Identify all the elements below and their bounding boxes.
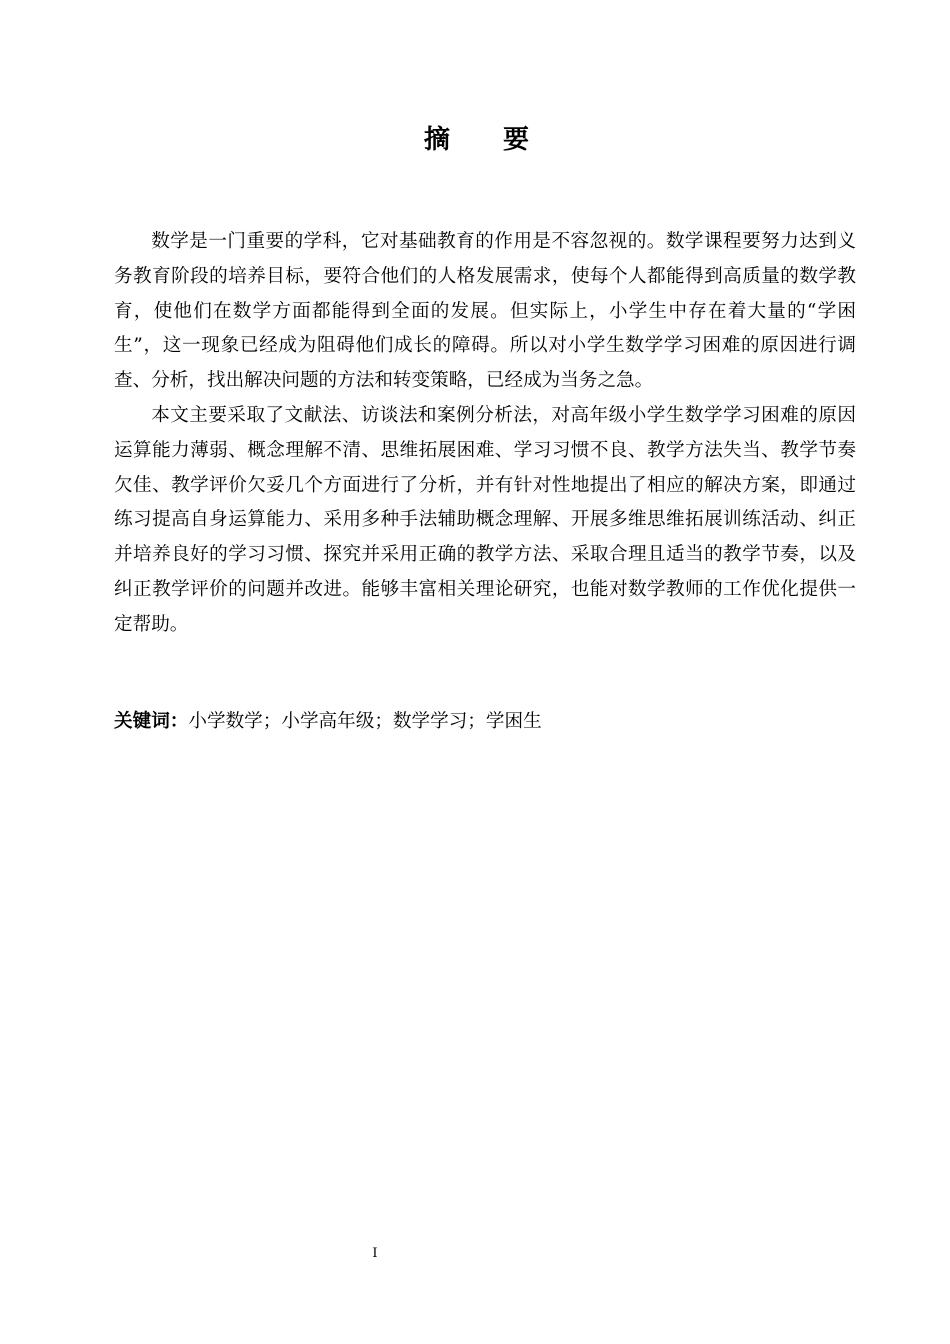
abstract-body <box>114 225 856 643</box>
abstract-paragraph-1: 数学是一门重要的学科，它对基础教育的作用是不容忽视的。数学课程要努力达到义务教育阶段的培养目标，要符合他们的人格发展需求，使每个人都能得到高质量的数学教育，使他们在数学方面都能得到全面的发展。但实际上，小学生中存在着大量的“学困生”，这一现象已经成为阻碍他们成长的障碍。所以对小学生数学学习困难的原因进行调查、分析，找出解决问题的方法和转变策略，已经成为当务之急。 <box>114 231 856 392</box>
page-number: I <box>372 1246 378 1261</box>
keywords-text: 小学数学；小学高年级；数学学习；学困生 <box>188 711 542 732</box>
abstract-title: 摘 要 <box>423 125 552 155</box>
keywords-label: 关键词： <box>114 711 189 732</box>
abstract-paragraph-2: 本文主要采取了文献法、访谈法和案例分析法，对高年级小学生数学学习困难的原因运算能力薄弱、概念理解不清、思维拓展困难、学习习惯不良、教学方法失当、教学节奏欠佳、教学评价欠妥几个方面进行了分析，并有针对性地提出了相应的解决方案，即通过练习提高自身运算能力、采用多种手法辅助概念理解、开展多维思维拓展训练活动、纠正并培养良好的学习习惯、探究并采用正确的教学方法、采取合理且适当的教学节奏，以及纠正教学评价的问题并改进。能够丰富相关理论研究，也能对数学教师的工作优化提供一定帮助。 <box>114 404 856 635</box>
keywords-line <box>114 705 856 739</box>
